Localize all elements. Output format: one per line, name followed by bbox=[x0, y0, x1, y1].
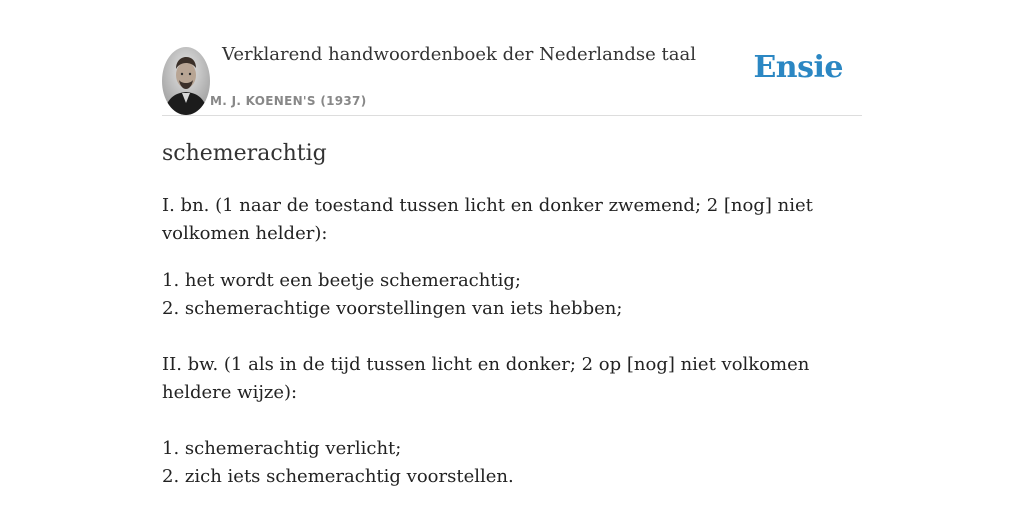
dictionary-title: Verklarend handwoordenboek der Nederlandse taal bbox=[222, 44, 696, 65]
examples-section-1 bbox=[162, 267, 862, 323]
definition-section-2: II. bw. (1 als in de tijd tussen licht en donker; 2 op [nog] niet volkomen heldere wijze): bbox=[162, 354, 810, 403]
example-item: 2. schemerachtige voorstellingen van iets hebben; bbox=[162, 298, 623, 319]
entry-content bbox=[162, 138, 862, 491]
example-item: 2. zich iets schemerachtig voorstellen. bbox=[162, 466, 514, 487]
definition-section-1: I. bn. (1 naar de toestand tussen licht en donker zwemend; 2 [nog] niet volkomen helder): bbox=[162, 195, 813, 244]
author-portrait bbox=[162, 47, 210, 115]
ensie-logo-link[interactable]: Ensie bbox=[753, 50, 843, 85]
example-item: 1. schemerachtig verlicht; bbox=[162, 438, 402, 459]
entry-headword: schemerachtig bbox=[162, 141, 327, 166]
portrait-image bbox=[162, 47, 210, 115]
examples-section-2 bbox=[162, 435, 862, 491]
dictionary-author: M. J. KOENEN'S (1937) bbox=[210, 94, 367, 108]
site-header bbox=[162, 0, 862, 116]
example-item: 1. het wordt een beetje schemerachtig; bbox=[162, 270, 521, 291]
